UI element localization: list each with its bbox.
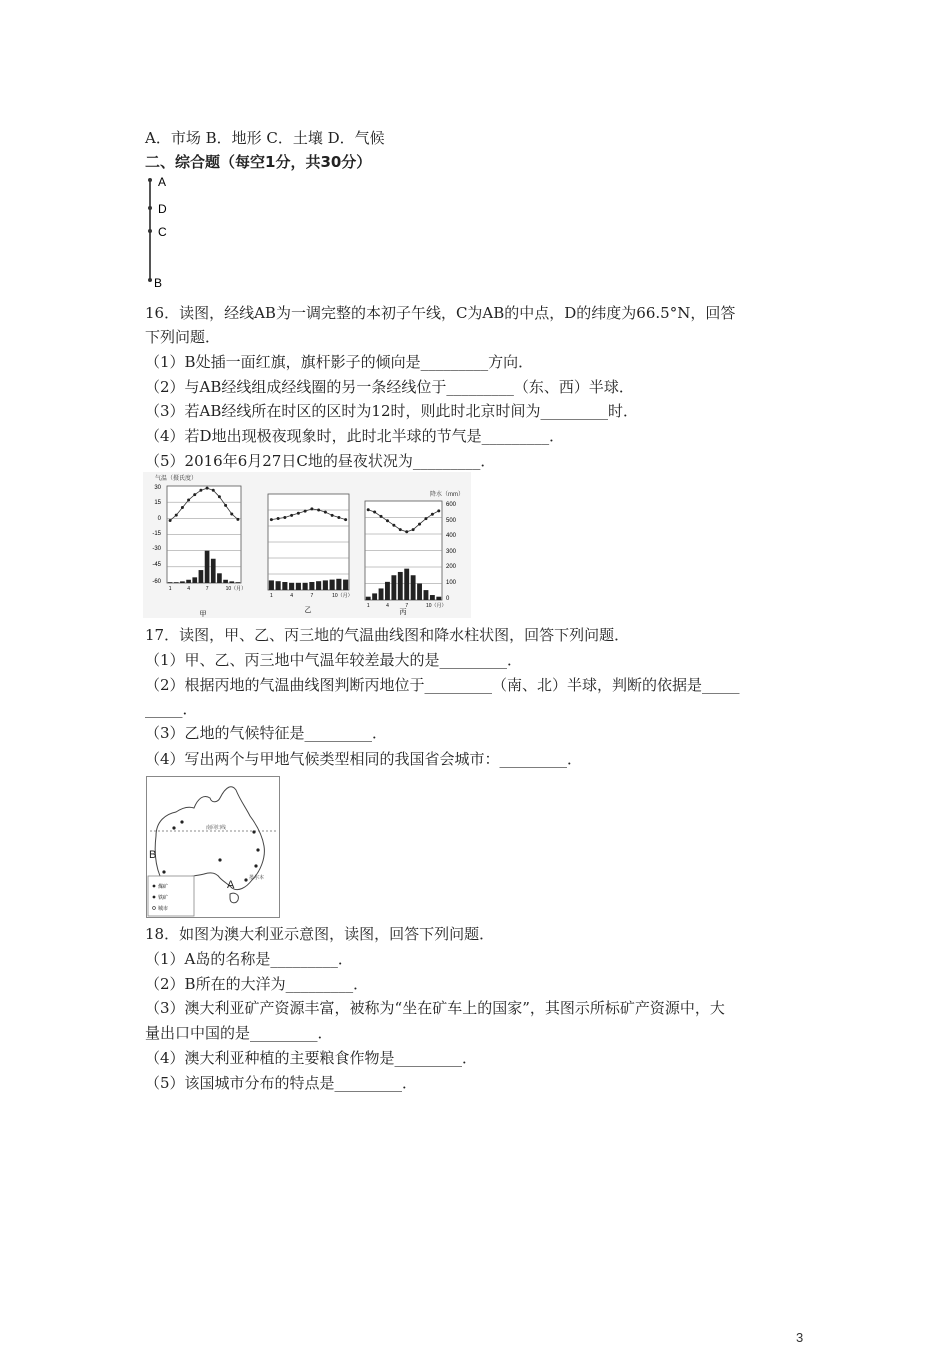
- city-label: 墨尔本: [249, 875, 265, 881]
- month-tick: 1: [366, 603, 370, 609]
- month-tick: 7: [310, 593, 314, 599]
- temp-point: [392, 524, 395, 527]
- precip-tick: 0: [446, 596, 450, 602]
- section-heading: 二、综合题（每空1分，共30分）: [145, 153, 372, 171]
- q17-item-2-cont: _____．: [145, 700, 198, 718]
- q16-item-4: （4）若D地出现极夜现象时，此时北半球的节气是_________．: [145, 427, 565, 445]
- precip-tick: 400: [446, 533, 457, 539]
- precip-bar: [199, 570, 204, 583]
- temp-point: [310, 507, 313, 510]
- temp-tick: -15: [152, 531, 161, 537]
- temp-tick: -30: [152, 546, 161, 552]
- point-d: [148, 206, 152, 210]
- month-tick: 1: [269, 593, 273, 599]
- temp-point: [175, 514, 178, 517]
- precip-bar: [366, 597, 371, 600]
- precip-bar: [186, 580, 191, 583]
- temp-point: [373, 511, 376, 514]
- legend-iron: 铁矿: [158, 895, 169, 901]
- q18-item-3-cont: 量出口中国的是_________．: [145, 1024, 333, 1042]
- precip-bar: [323, 580, 328, 590]
- q18-item-4: （4）澳大利亚种植的主要粮食作物是_________．: [145, 1049, 478, 1067]
- panel-label-jia: 甲: [199, 611, 207, 618]
- q16-item-1: （1）B处插一面红旗，旗杆影子的倾向是_________方向．: [145, 353, 534, 371]
- q18-item-1: （1）A岛的名称是_________．: [145, 950, 353, 968]
- precip-bar: [385, 582, 390, 600]
- temp-point: [181, 506, 184, 509]
- precip-bar: [404, 569, 409, 600]
- precip-bar: [411, 575, 416, 600]
- map-label-a: A: [227, 879, 235, 891]
- q15-options: A．市场 B．地形 C．土壤 D．气候: [145, 129, 385, 147]
- precip-tick: 500: [446, 518, 457, 524]
- city-marker: [244, 878, 247, 881]
- precip-bar: [309, 582, 314, 590]
- q17-stem: 17．读图，甲、乙、丙三地的气温曲线图和降水柱状图，回答下列问题．: [145, 626, 630, 644]
- precip-bar: [330, 580, 335, 590]
- precip-bar: [417, 584, 422, 601]
- temp-point: [344, 518, 347, 521]
- precip-tick: 100: [446, 580, 457, 586]
- precip-bar: [236, 582, 241, 583]
- precip-bar: [424, 590, 429, 600]
- precip-bar: [269, 580, 274, 590]
- temp-point: [206, 487, 209, 490]
- legend-coal-icon: [153, 885, 156, 888]
- q17-item-2: （2）根据丙地的气温曲线图判断丙地位于_________（南、北）半球，判断的依据是_____: [145, 676, 740, 694]
- q17-item-4: （4）写出两个与甲地气候类型相同的我国省会城市：_________．: [145, 750, 583, 768]
- q18-item-5: （5）该国城市分布的特点是_________．: [145, 1074, 418, 1092]
- temp-point: [193, 493, 196, 496]
- precip-bar: [168, 582, 173, 583]
- temp-point: [324, 511, 327, 514]
- temp-axis-title: 气温（摄氏度）: [155, 476, 198, 482]
- label-b: B: [154, 276, 163, 290]
- precip-bar: [211, 559, 216, 583]
- month-tick: 10（月）: [332, 593, 353, 599]
- mine-marker: [172, 826, 175, 829]
- temp-point: [304, 510, 307, 513]
- temp-point: [224, 504, 227, 507]
- temp-point: [412, 528, 415, 531]
- temp-point: [283, 516, 286, 519]
- temp-point: [331, 514, 334, 517]
- month-tick: 7: [205, 586, 209, 592]
- precip-bar: [343, 580, 348, 590]
- label-a: A: [158, 175, 167, 189]
- precip-bar: [336, 579, 341, 590]
- temp-point: [277, 517, 280, 520]
- q16-stem-1: 16．读图，经线AB为一调完整的本初子午线，C为AB的中点，D的纬度为66.5°N，回答: [145, 304, 736, 322]
- precip-bar: [205, 551, 210, 583]
- precip-bar: [174, 582, 179, 583]
- legend-coal: 煤矿: [158, 884, 169, 890]
- precip-bar: [217, 573, 222, 583]
- mine-marker: [218, 858, 221, 861]
- label-d: D: [158, 202, 167, 216]
- temp-point: [218, 495, 221, 498]
- q16-item-3: （3）若AB经线所在时区的区时为12时，则此时北京时间为_________时．: [145, 402, 638, 420]
- mine-marker: [256, 848, 259, 851]
- temp-point: [169, 519, 172, 522]
- precip-bar: [289, 583, 294, 590]
- temp-point: [187, 499, 190, 502]
- precip-bar: [180, 581, 185, 583]
- precip-bar: [372, 593, 377, 600]
- mine-marker: [180, 820, 183, 823]
- temp-point: [230, 513, 233, 516]
- temp-point: [337, 516, 340, 519]
- precip-bar: [316, 581, 321, 590]
- mine-marker: [254, 864, 257, 867]
- q16-item-5: （5）2016年6月27日C地的昼夜状况为_________．: [145, 452, 496, 470]
- precip-bar: [296, 583, 301, 590]
- precip-tick: 600: [446, 502, 457, 508]
- page-number: 3: [796, 1330, 804, 1345]
- temp-tick: 15: [154, 500, 161, 506]
- q17-item-3: （3）乙地的气候特征是_________．: [145, 724, 388, 742]
- panel-label-yi: 乙: [304, 607, 312, 614]
- mine-marker: [252, 830, 255, 833]
- temp-tick: 30: [154, 485, 161, 491]
- month-tick: 4: [386, 603, 389, 609]
- q18-item-2: （2）B所在的大洋为_________．: [145, 975, 369, 993]
- temp-point: [437, 509, 440, 512]
- temp-point: [270, 518, 273, 521]
- precip-bar: [276, 581, 281, 590]
- temp-tick: -60: [152, 579, 161, 585]
- point-c: [148, 229, 152, 233]
- australia-map: [146, 776, 280, 918]
- temp-point: [212, 489, 215, 492]
- temp-tick: 0: [157, 516, 161, 522]
- legend-city: 城市: [158, 906, 169, 912]
- month-tick: 4: [187, 586, 190, 592]
- climate-chart-figure: [143, 472, 471, 618]
- precip-axis-title: 降水（mm）: [430, 492, 464, 498]
- tropic-label: 南回归线: [206, 825, 227, 831]
- temp-point: [297, 512, 300, 515]
- point-b: [148, 278, 152, 282]
- month-tick: 10（月）: [225, 586, 247, 592]
- temp-point: [317, 509, 320, 512]
- temp-point: [418, 523, 421, 526]
- temp-point: [399, 528, 402, 531]
- tasmania-island: [230, 893, 238, 903]
- panel-label-bing: 丙: [399, 609, 407, 616]
- city-marker: [162, 870, 165, 873]
- temp-point: [424, 517, 427, 520]
- point-a: [148, 178, 152, 182]
- temp-point: [405, 530, 408, 533]
- q16-stem-2: 下列问题．: [145, 328, 221, 346]
- temp-point: [367, 508, 370, 511]
- precip-bar: [430, 595, 435, 600]
- month-tick: 4: [290, 593, 294, 599]
- q16-item-2: （2）与AB经线组成经线圈的另一条经线位于_________（东、西）半球．: [145, 378, 634, 396]
- q18-item-3: （3）澳大利亚矿产资源丰富，被称为“坐在矿车上的国家”，其图示所标矿产资源中，大: [145, 999, 725, 1017]
- month-tick: 10（月）: [425, 603, 447, 609]
- precip-bar: [282, 582, 287, 590]
- precip-bar: [303, 583, 308, 590]
- legend-iron-icon: [153, 896, 156, 899]
- temp-point: [386, 519, 389, 522]
- month-tick: 7: [405, 603, 409, 609]
- temp-point: [431, 513, 434, 516]
- precip-bar: [229, 581, 234, 583]
- precip-bar: [436, 597, 441, 600]
- label-c: C: [158, 225, 167, 239]
- temp-point: [199, 489, 202, 492]
- meridian-figure: [140, 172, 180, 290]
- precip-bar: [379, 588, 384, 600]
- temp-point: [236, 518, 239, 521]
- temp-point: [290, 514, 293, 517]
- precip-bar: [223, 580, 228, 583]
- precip-tick: 300: [446, 549, 457, 555]
- precip-bar: [398, 572, 403, 600]
- month-tick: 1: [168, 586, 172, 592]
- precip-tick: 200: [446, 564, 457, 570]
- precip-bar: [391, 575, 396, 600]
- temp-tick: -45: [152, 562, 161, 568]
- q17-item-1: （1）甲、乙、丙三地中气温年较差最大的是_________．: [145, 651, 523, 669]
- precip-bar: [192, 577, 197, 583]
- temp-point: [380, 515, 383, 518]
- map-label-b: B: [149, 849, 157, 861]
- q18-stem: 18．如图为澳大利亚示意图，读图，回答下列问题．: [145, 925, 495, 943]
